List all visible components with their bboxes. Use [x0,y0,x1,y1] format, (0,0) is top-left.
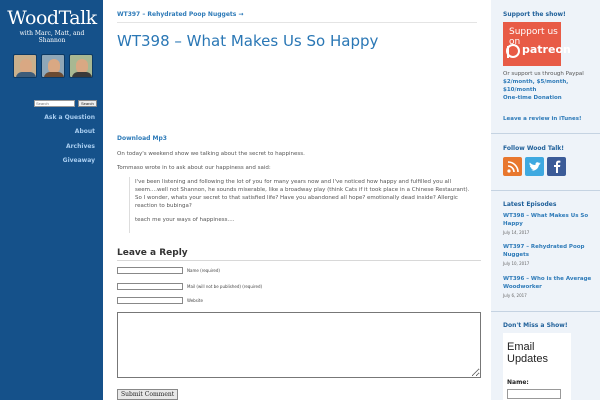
patreon-wordmark: patreon [522,43,571,56]
website-field-row [117,297,203,304]
episode-link[interactable]: WT397 – Rehydrated Poop Nuggets [503,244,585,258]
email-updates-title: Email Updates [507,341,548,365]
name-field[interactable] [117,267,183,274]
email-field[interactable] [117,283,183,290]
website-field[interactable] [117,297,183,304]
host-photo-shannon [69,54,93,78]
quote-end: teach me your ways of happiness.... [135,217,235,223]
paypal-text [503,70,597,102]
left-sidebar [0,0,103,400]
leave-reply-heading: Leave a Reply [117,248,188,258]
episode-date: July 10, 2017 [503,261,530,266]
divider [117,22,477,23]
patreon-button[interactable] [503,22,571,66]
blockquote-bar [129,177,130,233]
comment-textarea[interactable] [117,312,481,378]
name-label: Name (required) [187,268,220,273]
episode-link[interactable]: WT396 – Who is the Average Woodworker [503,276,592,290]
blockquote [135,178,475,224]
latest-episodes-heading: Latest Episodes [503,201,557,208]
divider [117,260,481,261]
email-signup-form [503,333,571,400]
twitter-icon[interactable] [525,157,544,176]
facebook-icon[interactable] [547,157,566,176]
social-icons [503,157,566,176]
logo-subtitle: with Marc, Matt, and Shannon [19,30,85,44]
post-wrote-in: Tommaso wrote in to ask about our happiness and said: [117,165,271,171]
itunes-review-link[interactable]: Leave a review in iTunes! [503,116,582,122]
nav-giveaway[interactable]: Giveaway [62,157,95,164]
nav-ask-a-question[interactable]: Ask a Question [44,114,95,121]
support-heading: Support the show! [503,11,566,18]
main-content [103,0,491,400]
search-form [34,100,97,107]
previous-post-link[interactable]: WT397 – Rehydrated Poop Nuggets → [117,11,244,18]
episode-link[interactable]: WT398 – What Makes Us So Happy [503,213,589,227]
post-title: WT398 – What Makes Us So Happy [117,32,379,50]
episode-date: July 14, 2017 [503,230,530,235]
episode-date: July 6, 2017 [503,293,527,298]
name-field-row [117,267,220,274]
website-label: Website [187,298,203,303]
one-time-donation-link[interactable]: One-time Donation [503,95,562,101]
paypal-prefix: Or support us through Paypal [503,71,584,77]
host-photos [13,54,95,78]
newsletter-name-input[interactable] [507,389,561,399]
download-mp3-link[interactable]: Download Mp3 [117,135,167,142]
nav-about[interactable]: About [74,128,95,135]
patreon-label: Support us on [509,27,558,47]
search-button[interactable]: Search [78,100,97,107]
divider [491,190,600,191]
mail-label: Mail (will not be published) (required) [187,284,263,289]
search-input[interactable] [34,100,75,107]
host-photo-marc [13,54,37,78]
logo-title: WoodTalk [7,7,97,29]
follow-heading: Follow Wood Talk! [503,145,565,152]
newsletter-name-label: Name: [507,379,529,386]
rss-icon[interactable] [503,157,522,176]
host-photo-matt [41,54,65,78]
quote-text: I've been listening and following the lot of you for many years now and I've noticed how happy and fulfilled you all seem....well not Shannon, he sounds miserable, like a broadway play (think Cats if it took place in a Chinese Restaurant). So I wonder, whats your secret to that satisfied life? Have you abandoned all hope? emotionally dead inside? Allergic reaction to bubinga? [135,179,470,209]
divider [491,311,600,312]
divider [491,133,600,134]
newsletter-heading: Don't Miss a Show! [503,322,568,329]
patreon-icon-bar [507,46,509,58]
submit-comment-button[interactable]: Submit Comment [117,389,178,400]
right-sidebar [491,0,600,400]
paypal-monthly-link[interactable]: $2/month, $5/month, $10/month [503,79,569,93]
site-logo[interactable] [6,8,98,44]
mail-field-row [117,283,262,290]
nav-archives[interactable]: Archives [65,143,95,150]
post-intro: On today's weekend show we talking about the secret to happiness. [117,151,305,157]
